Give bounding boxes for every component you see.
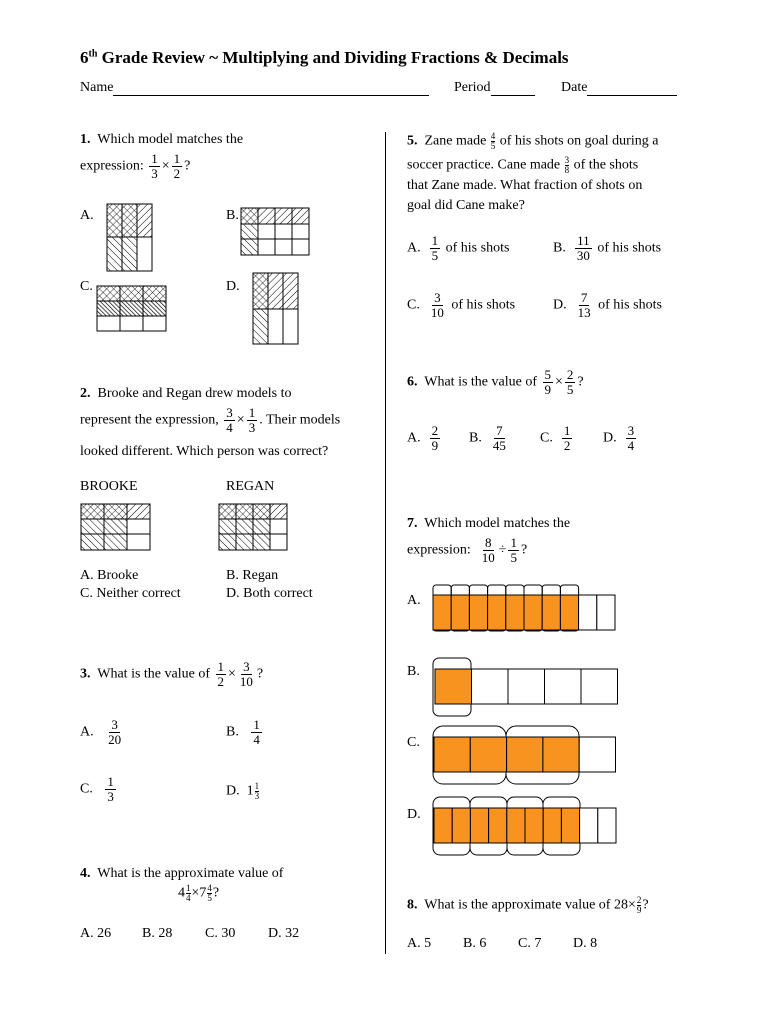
q7d-cell	[525, 808, 543, 843]
q7a-cell	[597, 595, 615, 630]
q1-model-a[interactable]	[106, 203, 154, 273]
page-title: 6th Grade Review ~ Multiplying and Dividing Fractions & Decimals	[80, 48, 569, 67]
q3-option-a[interactable]: A. $\frac{3}{20}$	[80, 717, 122, 747]
q1-model-c[interactable]	[96, 285, 168, 333]
q7d-cell	[452, 808, 470, 843]
period-field[interactable]	[454, 80, 535, 96]
q3-option-d[interactable]: D. 1 $\frac{1}{3}$	[226, 781, 260, 801]
q5-option-d[interactable]: D. $\frac{7}{13}$ of his shots	[553, 290, 662, 320]
q2-option-c[interactable]: C. Neither correct	[80, 586, 181, 601]
q7b-cell	[545, 669, 582, 704]
q8-option-c[interactable]: C. 7	[518, 936, 542, 951]
q1-text-line1: 1. Which model matches the	[80, 132, 244, 147]
q6-option-a[interactable]: A. $\frac{2}{9}$	[407, 423, 439, 453]
q2-option-d[interactable]: D. Both correct	[226, 586, 313, 601]
date-field[interactable]	[561, 80, 677, 96]
q7-text-line2: expression: $\frac{8}{10}$ ÷ $\frac{1}{5}$ ?	[407, 535, 528, 565]
q7a-cell	[488, 595, 506, 630]
q7b-cell	[581, 669, 618, 704]
q7d-cell	[561, 808, 579, 843]
q1-option-c-label[interactable]: C.	[80, 279, 93, 294]
q7b-cell	[508, 669, 545, 704]
q7a-cell	[451, 595, 469, 630]
q4-option-c[interactable]: C. 30	[205, 926, 236, 941]
q7a-cell	[469, 595, 487, 630]
q1-model-b[interactable]	[240, 207, 312, 257]
q7-option-c-label[interactable]: C.	[407, 735, 420, 750]
q4-option-a[interactable]: A. 26	[80, 926, 112, 941]
q7d-cell	[489, 808, 507, 843]
q7d-cell	[598, 808, 616, 843]
q4-option-d[interactable]: D. 32	[268, 926, 300, 941]
q5-text-line1: 5. Zane made $\frac{4}{5}$ of his shots on goal during a	[407, 131, 659, 151]
regan-model	[218, 503, 290, 553]
q3-option-b[interactable]: B. $\frac{1}{4}$	[226, 717, 260, 747]
q5-option-a[interactable]: A. $\frac{1}{5}$ of his shots	[407, 233, 510, 263]
date-label: Date	[561, 80, 588, 95]
q5-option-c[interactable]: C. $\frac{3}{10}$ of his shots	[407, 290, 516, 320]
q7b-cell	[472, 669, 509, 704]
q3-question: 3. What is the value of $\frac{1}{2}$ × $\frac{3}{10}$ ?	[80, 659, 264, 689]
q1-option-b-label[interactable]: B.	[226, 208, 239, 223]
q7c-cell	[543, 737, 579, 772]
q2-option-a[interactable]: A. Brooke	[80, 568, 139, 583]
q5-option-b[interactable]: B. $\frac{11}{30}$ of his shots	[553, 233, 662, 263]
q8-option-a[interactable]: A. 5	[407, 936, 432, 951]
brooke-label: BROOKE	[80, 479, 138, 494]
q4-expression: 4 $\frac{1}{4}$ ×7 $\frac{4}{5}$ ?	[178, 883, 220, 903]
q7-option-a-label[interactable]: A.	[407, 593, 421, 608]
q7-model-a[interactable]	[432, 584, 618, 634]
regan-label: REGAN	[226, 479, 275, 494]
q7-option-d-label[interactable]: D.	[407, 807, 421, 822]
q7a-cell	[433, 595, 451, 630]
q8-option-d[interactable]: D. 8	[573, 936, 598, 951]
q2-option-b[interactable]: B. Regan	[226, 568, 279, 583]
q4-option-b[interactable]: B. 28	[142, 926, 173, 941]
q5-text-line2: soccer practice. Cane made $\frac{3}{8}$ of the shots	[407, 155, 639, 175]
q7c-cell	[470, 737, 506, 772]
q7-model-c[interactable]	[432, 725, 618, 787]
name-label: Name	[80, 80, 114, 95]
q1-option-d-label[interactable]: D.	[226, 279, 240, 294]
q7-model-b[interactable]	[432, 657, 618, 719]
q1-model-d[interactable]	[252, 272, 302, 346]
q7d-cell	[580, 808, 598, 843]
q7-option-b-label[interactable]: B.	[407, 664, 420, 679]
q2-text-line3: looked different. Which person was correct?	[80, 444, 329, 459]
q7a-cell	[524, 595, 542, 630]
q7c-cell	[507, 737, 543, 772]
q7-text-line1: 7. Which model matches the	[407, 516, 571, 531]
q7d-cell	[470, 808, 488, 843]
q7a-cell	[542, 595, 560, 630]
q6-option-b[interactable]: B. $\frac{7}{45}$	[469, 423, 506, 453]
q8-option-b[interactable]: B. 6	[463, 936, 487, 951]
q3-option-c[interactable]: C. $\frac{1}{3}$	[80, 774, 114, 804]
q7b-cell	[435, 669, 472, 704]
q6-question: 6. What is the value of $\frac{5}{9}$ × $\frac{2}{5}$ ?	[407, 367, 584, 397]
q7a-cell	[560, 595, 578, 630]
q2-text-line1: 2. Brooke and Regan drew models to	[80, 386, 292, 401]
q5-text-line3: that Zane made. What fraction of shots on	[407, 178, 643, 193]
name-field[interactable]	[80, 80, 429, 96]
q5-text-line4: goal did Cane make?	[407, 198, 525, 213]
q8-question: 8. What is the approximate value of 28× $\frac{2}{9}$ ?	[407, 895, 649, 915]
q1-text-line2: expression: $\frac{1}{3}$ × $\frac{1}{2}$ ?	[80, 151, 191, 181]
q7a-cell	[506, 595, 524, 630]
q7a-cell	[579, 595, 597, 630]
q7d-cell	[434, 808, 452, 843]
q7c-cell	[434, 737, 470, 772]
q1-option-a-label[interactable]: A.	[80, 208, 94, 223]
q7d-cell	[507, 808, 525, 843]
q6-option-d[interactable]: D. $\frac{3}{4}$	[603, 423, 635, 453]
q7c-cell	[579, 737, 615, 772]
q2-text-line2: represent the expression, $\frac{3}{4}$ × $\frac{1}{3}$ . Their models	[80, 405, 341, 435]
period-label: Period	[454, 80, 491, 95]
q6-option-c[interactable]: C. $\frac{1}{2}$	[540, 423, 571, 453]
q7-model-d[interactable]	[432, 796, 618, 858]
q7d-cell	[543, 808, 561, 843]
column-divider	[385, 132, 386, 954]
brooke-model	[80, 503, 152, 553]
q4-question: 4. What is the approximate value of	[80, 866, 284, 881]
